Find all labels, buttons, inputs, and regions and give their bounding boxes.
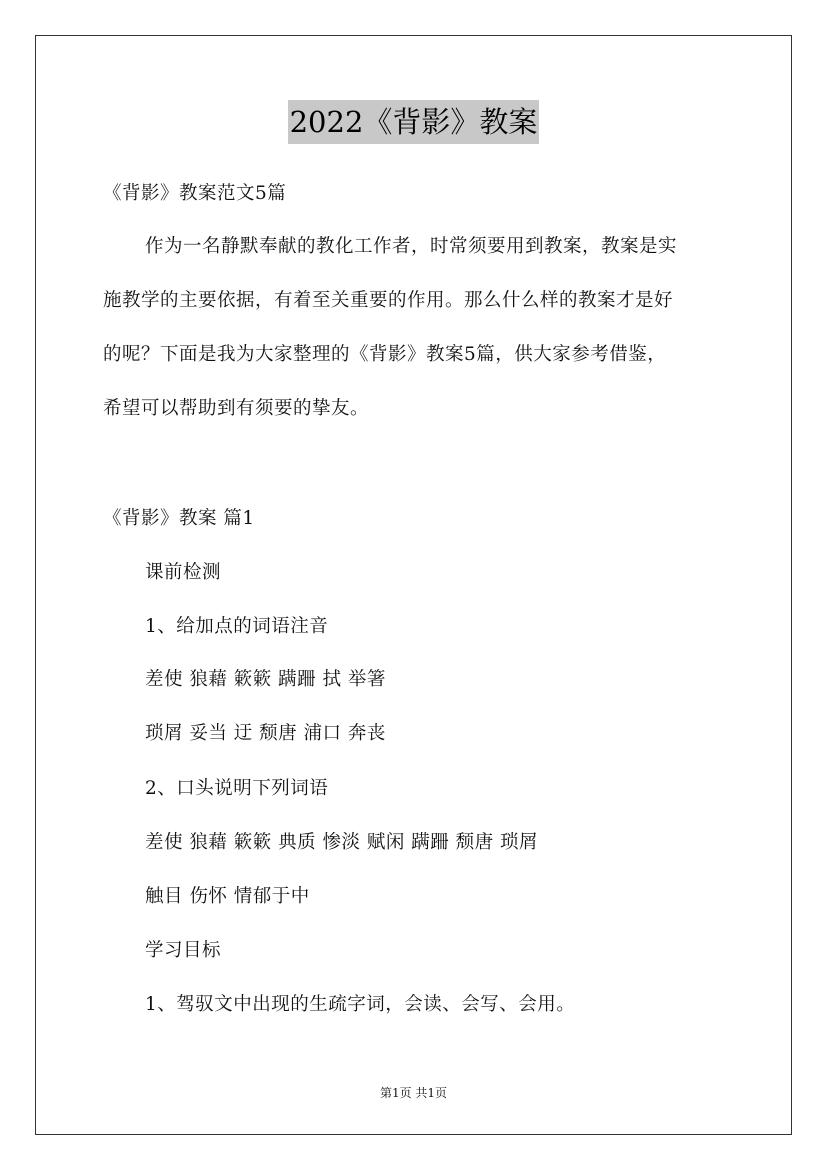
page-footer: 第1页 共1页 <box>379 1086 448 1100</box>
document-title <box>0 100 827 144</box>
body-line: 触目 伤怀 情郁于中 <box>145 886 310 907</box>
intro-line: 希望可以帮助到有须要的挚友。 <box>103 398 370 419</box>
intro-line: 施教学的主要依据，有着至关重要的作用。那么什么样的教案才是好 <box>103 290 674 311</box>
body-line: 琐屑 妥当 迂 颓唐 浦口 奔丧 <box>145 723 386 744</box>
document-title-text: 2022《背影》教案 <box>288 100 540 144</box>
intro-line: 作为一名静默奉献的教化工作者，时常须要用到教案，教案是实 <box>145 236 678 257</box>
body-line: 1、给加点的词语注音 <box>145 616 329 637</box>
body-line: 1、驾驭文中出现的生疏字词，会读、会写、会用。 <box>145 994 576 1015</box>
body-line: 差使 狼藉 簌簌 典质 惨淡 赋闲 蹒跚 颓唐 琐屑 <box>145 832 539 853</box>
body-line: 学习目标 <box>145 940 222 961</box>
body-line: 2、口头说明下列词语 <box>145 778 329 799</box>
section-heading: 《背影》教案 篇1 <box>103 508 255 529</box>
body-line: 差使 狼藉 簌簌 蹒跚 拭 举箸 <box>145 669 386 690</box>
intro-line: 的呢？下面是我为大家整理的《背影》教案5篇，供大家参考借鉴， <box>103 344 667 365</box>
body-line: 课前检测 <box>145 562 222 583</box>
subtitle: 《背影》教案范文5篇 <box>103 183 287 204</box>
